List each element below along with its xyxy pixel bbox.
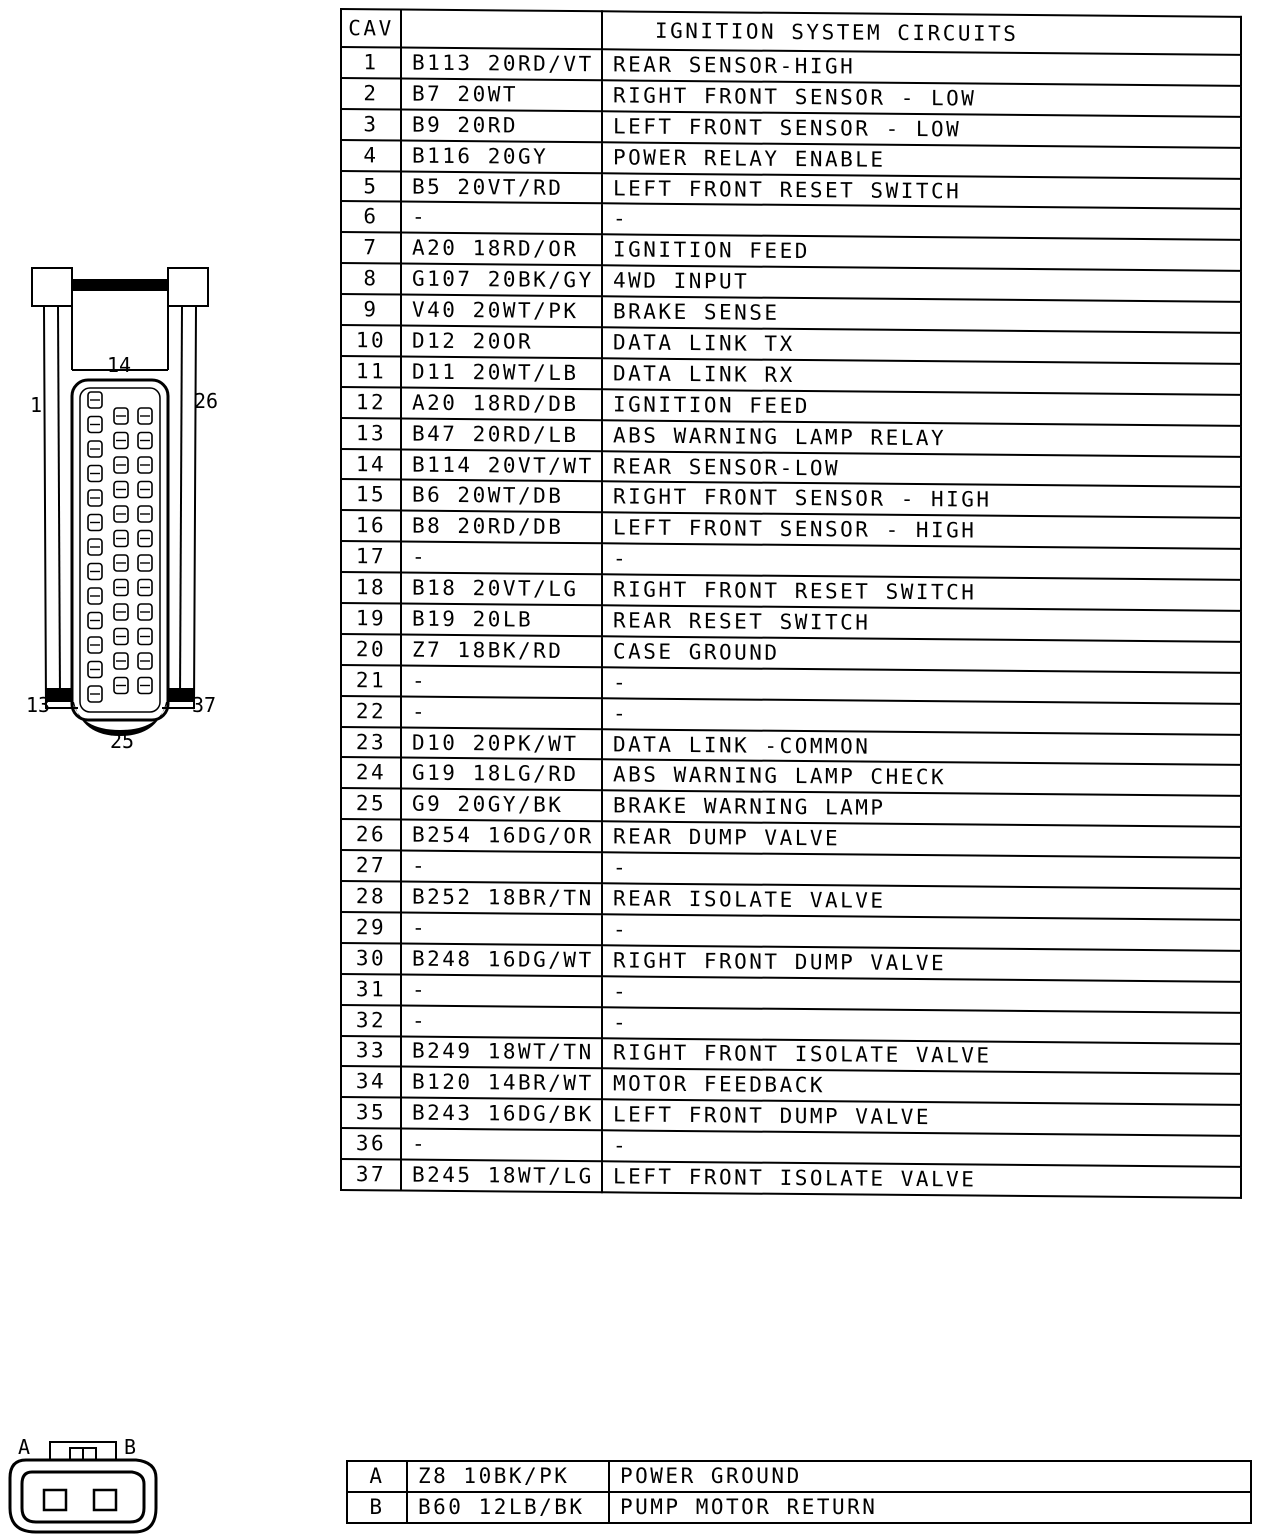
function-cell: LEFT FRONT ISOLATE VALVE bbox=[602, 1161, 1241, 1197]
wire-cell: Z8 10BK/PK bbox=[407, 1461, 609, 1492]
pin-label-37: 37 bbox=[192, 693, 217, 717]
cav-cell: 22 bbox=[341, 696, 401, 727]
pin-label-13: 13 bbox=[26, 693, 51, 717]
wire-cell: G19 18LG/RD bbox=[401, 758, 602, 791]
cav-cell: 27 bbox=[341, 850, 401, 881]
cav-cell: 33 bbox=[341, 1036, 401, 1067]
cav-cell: 21 bbox=[341, 665, 401, 696]
function-cell: REAR SENSOR-HIGH bbox=[602, 49, 1241, 85]
cav-cell: 18 bbox=[341, 572, 401, 603]
wire-cell: B116 20GY bbox=[401, 140, 602, 173]
header-wire bbox=[401, 10, 602, 50]
cav-cell: 31 bbox=[341, 974, 401, 1005]
connector-37-way-diagram bbox=[20, 260, 240, 760]
function-cell: REAR RESET SWITCH bbox=[602, 605, 1241, 641]
wire-cell: B114 20VT/WT bbox=[401, 449, 602, 482]
function-cell: PUMP MOTOR RETURN bbox=[609, 1492, 1251, 1523]
function-cell: - bbox=[602, 914, 1241, 950]
function-cell: - bbox=[602, 204, 1241, 240]
wire-cell: B249 18WT/TN bbox=[401, 1036, 602, 1069]
wire-cell: B243 16DG/BK bbox=[401, 1098, 602, 1131]
wire-cell: B18 20VT/LG bbox=[401, 573, 602, 606]
wire-cell: - bbox=[401, 665, 602, 698]
cav-cell: 10 bbox=[341, 325, 401, 356]
cav-cell: 15 bbox=[341, 479, 401, 510]
function-cell: BRAKE SENSE bbox=[602, 296, 1241, 332]
cav-cell: 24 bbox=[341, 757, 401, 788]
function-cell: RIGHT FRONT SENSOR - HIGH bbox=[602, 482, 1241, 518]
pump-pin-label-b: B bbox=[124, 1435, 137, 1459]
function-cell: - bbox=[602, 976, 1241, 1012]
wire-cell: D11 20WT/LB bbox=[401, 356, 602, 389]
table-row bbox=[341, 1159, 1241, 1198]
cav-cell: 9 bbox=[341, 294, 401, 325]
wire-cell: B19 20LB bbox=[401, 604, 602, 637]
wire-cell: D10 20PK/WT bbox=[401, 727, 602, 760]
cav-cell: 8 bbox=[341, 263, 401, 294]
function-cell: ABS WARNING LAMP CHECK bbox=[602, 760, 1241, 796]
function-cell: DATA LINK RX bbox=[602, 358, 1241, 394]
pump-circuits-table bbox=[346, 1460, 1252, 1524]
function-cell: IGNITION FEED bbox=[602, 235, 1241, 271]
wire-cell: B47 20RD/LB bbox=[401, 418, 602, 451]
function-cell: DATA LINK -COMMON bbox=[602, 729, 1241, 765]
cav-cell: 35 bbox=[341, 1097, 401, 1128]
function-cell: REAR SENSOR-LOW bbox=[602, 451, 1241, 487]
pump-connector-diagram bbox=[6, 1428, 166, 1536]
wire-cell: - bbox=[401, 1005, 602, 1038]
wire-cell: B113 20RD/VT bbox=[401, 48, 602, 81]
cav-cell: 36 bbox=[341, 1128, 401, 1159]
wire-cell: B7 20WT bbox=[401, 78, 602, 111]
function-cell: DATA LINK TX bbox=[602, 327, 1241, 363]
function-cell: LEFT FRONT SENSOR - HIGH bbox=[602, 513, 1241, 549]
function-cell: - bbox=[602, 852, 1241, 888]
cav-cell: 4 bbox=[341, 140, 401, 171]
wire-cell: - bbox=[401, 542, 602, 575]
cav-cell: 3 bbox=[341, 109, 401, 140]
pin-label-26: 26 bbox=[194, 389, 219, 413]
cav-cell: B bbox=[347, 1492, 407, 1523]
function-cell: RIGHT FRONT DUMP VALVE bbox=[602, 945, 1241, 981]
wire-cell: Z7 18BK/RD bbox=[401, 634, 602, 667]
pin-label-14: 14 bbox=[107, 353, 132, 377]
function-cell: MOTOR FEEDBACK bbox=[602, 1069, 1241, 1105]
function-cell: RIGHT FRONT RESET SWITCH bbox=[602, 574, 1241, 610]
wire-cell: B120 14BR/WT bbox=[401, 1067, 602, 1100]
pin-label-1: 1 bbox=[30, 393, 43, 417]
function-cell: - bbox=[602, 1130, 1241, 1166]
function-cell: 4WD INPUT bbox=[602, 266, 1241, 302]
header-function: IGNITION SYSTEM CIRCUITS bbox=[602, 11, 1241, 55]
function-cell: POWER RELAY ENABLE bbox=[602, 142, 1241, 178]
cav-cell: 23 bbox=[341, 727, 401, 758]
function-cell: CASE GROUND bbox=[602, 636, 1241, 672]
cav-cell: 17 bbox=[341, 541, 401, 572]
function-cell: - bbox=[602, 698, 1241, 734]
function-cell: RIGHT FRONT ISOLATE VALVE bbox=[602, 1038, 1241, 1074]
table-row bbox=[347, 1492, 1251, 1523]
function-cell: - bbox=[602, 667, 1241, 703]
cav-cell: 11 bbox=[341, 356, 401, 387]
wire-cell: B60 12LB/BK bbox=[407, 1492, 609, 1523]
cav-cell: 16 bbox=[341, 510, 401, 541]
pump-pin-label-a: A bbox=[18, 1435, 31, 1459]
wire-cell: A20 18RD/OR bbox=[401, 233, 602, 266]
table-row bbox=[347, 1461, 1251, 1492]
cav-cell: 29 bbox=[341, 912, 401, 943]
wire-cell: B9 20RD bbox=[401, 109, 602, 142]
cav-cell: 37 bbox=[341, 1159, 401, 1190]
cav-cell: 20 bbox=[341, 634, 401, 665]
cav-cell: 34 bbox=[341, 1066, 401, 1097]
wire-cell: B245 18WT/LG bbox=[401, 1160, 602, 1193]
function-cell: REAR DUMP VALVE bbox=[602, 822, 1241, 858]
cav-cell: 14 bbox=[341, 449, 401, 480]
cav-cell: 12 bbox=[341, 387, 401, 418]
wire-cell: - bbox=[401, 851, 602, 884]
wire-cell: B252 18BR/TN bbox=[401, 882, 602, 915]
function-cell: LEFT FRONT RESET SWITCH bbox=[602, 173, 1241, 209]
wire-cell: B254 16DG/OR bbox=[401, 820, 602, 853]
cav-cell: 2 bbox=[341, 78, 401, 109]
function-cell: LEFT FRONT DUMP VALVE bbox=[602, 1100, 1241, 1136]
header-cav: CAV bbox=[341, 9, 401, 48]
wire-cell: G107 20BK/GY bbox=[401, 264, 602, 297]
ignition-circuits-table bbox=[340, 8, 1242, 1199]
function-cell: BRAKE WARNING LAMP bbox=[602, 791, 1241, 827]
wire-cell: D12 20OR bbox=[401, 326, 602, 359]
function-cell: RIGHT FRONT SENSOR - LOW bbox=[602, 80, 1241, 116]
wire-cell: - bbox=[401, 912, 602, 945]
cav-cell: 30 bbox=[341, 943, 401, 974]
wire-cell: B8 20RD/DB bbox=[401, 511, 602, 544]
function-cell: LEFT FRONT SENSOR - LOW bbox=[602, 111, 1241, 147]
function-cell: IGNITION FEED bbox=[602, 389, 1241, 425]
cav-cell: 19 bbox=[341, 603, 401, 634]
cav-cell: 7 bbox=[341, 232, 401, 263]
wire-cell: - bbox=[401, 974, 602, 1007]
cav-cell: 5 bbox=[341, 171, 401, 202]
wire-cell: A20 18RD/DB bbox=[401, 387, 602, 420]
cav-cell: 25 bbox=[341, 788, 401, 819]
wire-cell: B6 20WT/DB bbox=[401, 480, 602, 513]
wire-cell: - bbox=[401, 202, 602, 235]
wire-cell: - bbox=[401, 1129, 602, 1162]
pin-label-25: 25 bbox=[110, 729, 135, 753]
cav-cell: 26 bbox=[341, 819, 401, 850]
wire-cell: - bbox=[401, 696, 602, 729]
function-cell: ABS WARNING LAMP RELAY bbox=[602, 420, 1241, 456]
cav-cell: 32 bbox=[341, 1005, 401, 1036]
function-cell: - bbox=[602, 1007, 1241, 1043]
function-cell: REAR ISOLATE VALVE bbox=[602, 883, 1241, 919]
cav-cell: 28 bbox=[341, 881, 401, 912]
connector-pin-cells bbox=[88, 392, 152, 702]
function-cell: POWER GROUND bbox=[609, 1461, 1251, 1492]
function-cell: - bbox=[602, 544, 1241, 580]
wire-cell: B5 20VT/RD bbox=[401, 171, 602, 204]
wire-cell: B248 16DG/WT bbox=[401, 943, 602, 976]
cav-cell: 1 bbox=[341, 47, 401, 78]
cav-cell: 13 bbox=[341, 418, 401, 449]
wire-cell: V40 20WT/PK bbox=[401, 295, 602, 328]
cav-cell: A bbox=[347, 1461, 407, 1492]
wire-cell: G9 20GY/BK bbox=[401, 789, 602, 822]
cav-cell: 6 bbox=[341, 201, 401, 232]
